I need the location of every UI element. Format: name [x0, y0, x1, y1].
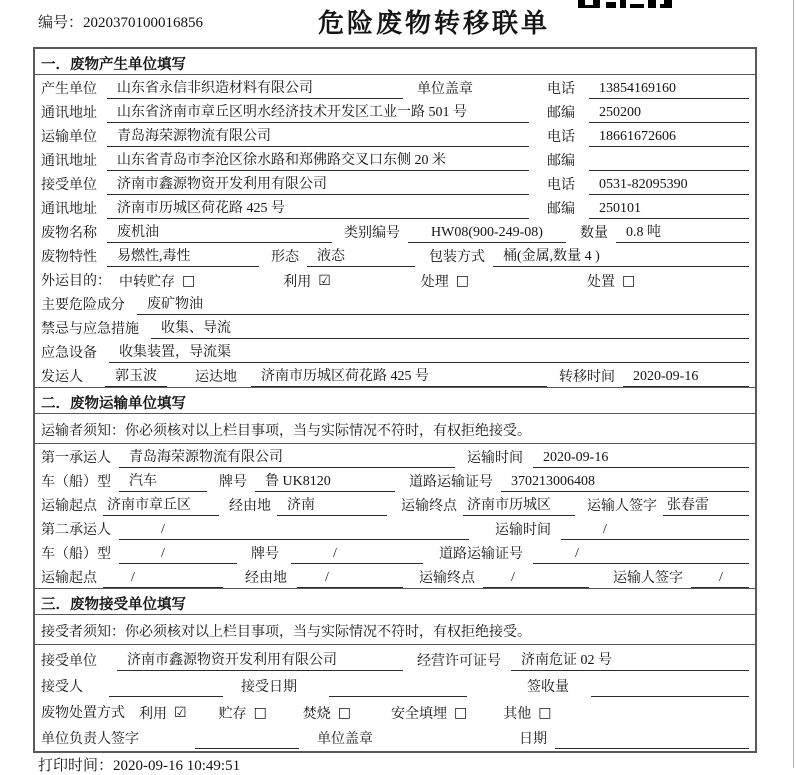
receiver-notice: 接受者须知：你必须核对以上栏目事项，当与实际情况不符时，有权拒绝接受。 [35, 615, 755, 645]
producer-phone-value: 13854169160 [589, 79, 749, 99]
row-disposal-method [35, 697, 755, 723]
recipient-value [109, 677, 223, 697]
option-store [219, 703, 267, 723]
row-receive-unit [35, 645, 755, 671]
driver-sign-value: / [691, 568, 749, 588]
transport-time-label: 运输时间 [467, 451, 523, 466]
checkbox-icon: □ [337, 705, 352, 721]
taboo-value: 收集、导流 [151, 319, 749, 339]
row-receiver-address [35, 195, 755, 219]
checkbox-icon: □ [253, 705, 267, 721]
option-dispose [587, 271, 635, 291]
row-taboo [35, 315, 755, 339]
doc-number [38, 11, 203, 32]
address-label: 通讯地址 [41, 106, 97, 121]
form-value: 液态 [307, 247, 415, 267]
carrier1-value: 青岛海荣源物流有限公司 [119, 448, 455, 468]
plate-label: 牌号 [219, 475, 247, 490]
received-amount-value [591, 677, 749, 697]
transport-notice: 运输者须知：你必须核对以上栏目事项，当与实际情况不符时，有权拒绝接受。 [35, 414, 755, 444]
option-transfer-storage [119, 271, 195, 291]
row-producer-address [35, 99, 755, 123]
transporter-phone-value: 18661672606 [589, 127, 749, 147]
transport-time-value: / [561, 520, 749, 540]
terminus-label: 运输终点 [419, 571, 475, 586]
receiver-phone-value: 0531-82095390 [589, 175, 749, 195]
category-value: HW08(900-249-08) [408, 223, 566, 243]
row-equipment [35, 339, 755, 363]
packing-label: 包装方式 [429, 250, 485, 265]
row-signatures [35, 723, 755, 749]
checkbox-checked-icon: ☑ [318, 273, 331, 289]
checkbox-icon: □ [454, 705, 468, 721]
option-utilize [139, 703, 187, 723]
waste-name-label: 废物名称 [41, 226, 97, 241]
page-title: 危险废物转移联单 [318, 8, 551, 38]
phone-label: 电话 [547, 178, 575, 193]
row-carrier2 [35, 516, 755, 540]
terminus-value: 济南市历城区 [463, 496, 575, 516]
checkbox-icon: □ [455, 273, 470, 289]
option-label: 安全填埋 [391, 707, 448, 722]
section-producer [35, 49, 755, 387]
row-transporter-address [35, 147, 755, 171]
phone-label: 电话 [547, 82, 575, 97]
permit-value: 济南危证 02 号 [511, 651, 749, 671]
destination-label: 运达地 [195, 370, 237, 385]
form-label: 形态 [271, 250, 299, 265]
row-carrier1 [35, 444, 755, 468]
receiver-value: 济南市鑫源物资开发利用有限公司 [107, 175, 529, 195]
row-receiver [35, 171, 755, 195]
receive-date-label: 接受日期 [241, 680, 297, 695]
recipient-label: 接受人 [41, 680, 83, 695]
transfer-time-label: 转移时间 [559, 370, 615, 385]
row-carrier1-vehicle [35, 468, 755, 492]
receiver-address-value: 济南市历城区荷花路 425 号 [107, 199, 529, 219]
via-label: 经由地 [245, 571, 287, 586]
option-other [503, 703, 551, 723]
option-label: 中转贮存 [119, 275, 175, 290]
seal-label: 单位盖章 [417, 82, 473, 97]
option-landfill [391, 703, 467, 723]
carrier2-value: / [119, 520, 469, 540]
checkbox-icon: □ [182, 273, 196, 289]
via-value: / [297, 568, 403, 588]
zip-label: 邮编 [547, 202, 575, 217]
transporter-value: 青岛海荣源物流有限公司 [107, 127, 529, 147]
driver-sign-label: 运输人签字 [587, 499, 657, 514]
transporter-address-value: 山东省青岛市李沧区徐水路和郑佛路交叉口东侧 20 米 [107, 151, 529, 171]
destination-value: 济南市历城区荷花路 425 号 [251, 367, 547, 387]
section-transport [35, 387, 755, 588]
page-edge-line [793, 0, 794, 768]
section-transport-title: 二．废物运输单位填写 [35, 388, 755, 414]
option-label: 贮存 [218, 707, 247, 722]
vehicle-type-label: 车（船）型 [41, 475, 111, 490]
hazard-value: 废矿物油 [137, 295, 749, 315]
section-receiver [35, 588, 755, 749]
vehicle-type-value: 汽车 [119, 472, 207, 492]
row-producer [35, 75, 755, 99]
checkbox-checked-icon: ☑ [174, 705, 187, 721]
transporter-zip-value [589, 151, 749, 171]
producer-zip-value: 250200 [589, 103, 749, 123]
terminus-label: 运输终点 [401, 499, 457, 514]
origin-label: 运输起点 [41, 571, 97, 586]
producer-address-value: 山东省济南市章丘区明水经济技术开发区工业一路 501 号 [107, 103, 529, 123]
option-treat [421, 271, 469, 291]
disposal-method-label: 废物处置方式 [41, 706, 125, 721]
zip-label: 邮编 [547, 106, 575, 121]
receive-unit-value: 济南市鑫源物资开发利用有限公司 [117, 651, 403, 671]
row-waste-property [35, 243, 755, 267]
option-label: 利用 [283, 275, 312, 290]
road-permit-label: 道路运输证号 [439, 547, 523, 562]
taboo-label: 禁忌与应急措施 [41, 322, 139, 337]
zip-label: 邮编 [547, 154, 575, 169]
option-utilize [283, 271, 331, 291]
document-header [0, 0, 796, 47]
hazard-label: 主要危险成分 [41, 298, 125, 313]
carrier1-label: 第一承运人 [41, 451, 111, 466]
producer-label: 产生单位 [41, 82, 97, 97]
origin-label: 运输起点 [41, 499, 97, 514]
transport-time-label: 运输时间 [495, 523, 551, 538]
option-label: 其他 [503, 707, 532, 722]
print-time-value: 2020-09-16 10:49:51 [113, 758, 241, 774]
print-time [38, 754, 240, 775]
property-label: 废物特性 [41, 250, 97, 265]
vehicle-type-label: 车（船）型 [41, 547, 111, 562]
property-value: 易燃性,毒性 [107, 247, 259, 267]
date-label: 日期 [519, 732, 547, 747]
via-value: 济南 [277, 496, 387, 516]
shipper-value: 郭玉波 [105, 367, 167, 387]
option-label: 焚烧 [302, 707, 331, 722]
row-carrier2-vehicle [35, 540, 755, 564]
category-label: 类别编号 [344, 226, 400, 241]
section-receiver-title: 三．废物接受单位填写 [35, 589, 755, 615]
transporter-label: 运输单位 [41, 130, 97, 145]
row-purpose [35, 267, 755, 291]
head-sign-label: 单位负责人签字 [41, 732, 139, 747]
option-label: 利用 [139, 707, 167, 722]
unit-seal-label: 单位盖章 [317, 732, 373, 747]
receiver-label: 接受单位 [41, 178, 97, 193]
row-waste-name [35, 219, 755, 243]
row-carrier1-route [35, 492, 755, 516]
row-recipient [35, 671, 755, 697]
plate-value: / [291, 544, 423, 564]
equipment-label: 应急设备 [41, 346, 97, 361]
permit-label: 经营许可证号 [417, 654, 501, 669]
option-label: 处置 [587, 275, 616, 290]
option-label: 处理 [420, 275, 449, 290]
checkbox-icon: □ [622, 273, 636, 289]
receiver-zip-value: 250101 [589, 199, 749, 219]
transport-time-value: 2020-09-16 [533, 448, 749, 468]
date-value [555, 729, 749, 749]
driver-sign-label: 运输人签字 [613, 571, 683, 586]
row-carrier2-route [35, 564, 755, 588]
address-label: 通讯地址 [41, 202, 97, 217]
row-hazard [35, 291, 755, 315]
driver-sign-value: 张春雷 [663, 496, 749, 516]
road-permit-value: 370213006408 [501, 472, 749, 492]
vehicle-type-value: / [119, 544, 237, 564]
qty-label: 数量 [580, 226, 608, 241]
plate-label: 牌号 [251, 547, 279, 562]
head-sign-value [195, 729, 299, 749]
plate-value: 鲁 UK8120 [255, 472, 395, 492]
road-permit-value: / [533, 544, 749, 564]
option-incinerate [303, 703, 351, 723]
origin-value: / [103, 568, 223, 588]
purpose-label: 外运目的： [41, 274, 111, 289]
phone-label: 电话 [547, 130, 575, 145]
producer-value: 山东省永信非织造材料有限公司 [107, 79, 403, 99]
road-permit-label: 道路运输证号 [409, 475, 493, 490]
waste-name-value: 废机油 [107, 223, 332, 243]
shipper-label: 发运人 [41, 370, 83, 385]
row-shipper [35, 363, 755, 387]
equipment-value: 收集装置，导流渠 [109, 343, 749, 363]
terminus-value: / [483, 568, 589, 588]
print-time-label: 打印时间： [38, 758, 114, 774]
checkbox-icon: □ [538, 705, 552, 721]
qty-value: 0.8 吨 [616, 223, 749, 243]
packing-value: 桶(金属,数量 4 ) [493, 247, 749, 267]
origin-value: 济南市章丘区 [103, 496, 219, 516]
receive-unit-label: 接受单位 [41, 654, 97, 669]
via-label: 经由地 [229, 499, 271, 514]
received-amount-label: 签收量 [527, 680, 569, 695]
manifest-form [33, 47, 757, 753]
address-label: 通讯地址 [41, 154, 97, 169]
doc-number-value: 2020370100016856 [83, 15, 204, 31]
row-transporter [35, 123, 755, 147]
doc-number-label: 编号： [38, 15, 84, 31]
receive-date-value [329, 677, 467, 697]
transfer-time-value: 2020-09-16 [623, 367, 749, 387]
carrier2-label: 第二承运人 [41, 523, 111, 538]
section-producer-title: 一．废物产生单位填写 [35, 49, 755, 75]
